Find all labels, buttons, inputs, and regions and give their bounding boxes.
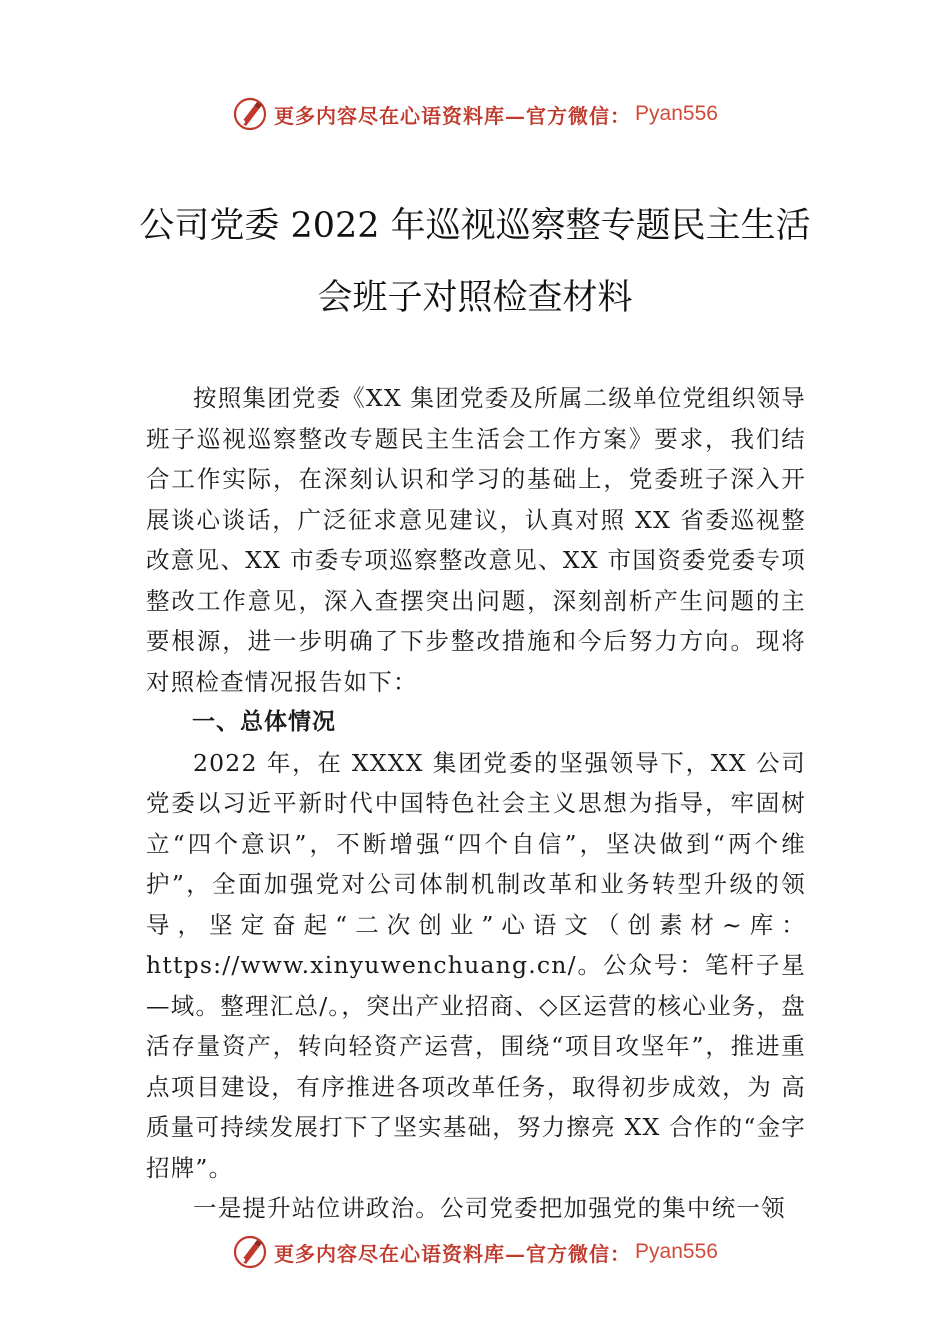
intro-paragraph: 按照集团党委《XX 集团党委及所属二级单位党组织领导班子巡视巡察整改专题民主生活会工作方案》要求，我们结合工作实际，在深刻认识和学习的基础上，党委班子深入开展谈心谈话，广泛征求意见建议，认真对照 XX 省委巡视整改意见、XX 市委专项巡察整改意见、XX 市国资委党委专项整改工作意见，深入查摆突出问题，深刻剖析产生问题的主要根源，进一步明确了下步整改措施和今后努力方向。现将对照检查情况报告如下： — [146, 384, 806, 696]
pen-logo-icon — [232, 1234, 268, 1270]
section-point-paragraph: 一是提升站位讲政治。公司党委把加强党的集中统一领 — [193, 1194, 786, 1222]
watermark-banner-top — [0, 94, 950, 134]
watermark-text: 更多内容尽在心语资料库—官方微信： — [274, 1241, 632, 1266]
section-paragraph: 2022 年，在 XXXX 集团党委的坚强领导下，XX 公司党委以习近平新时代中国特色社会主义思想为指导，牢固树立“四个意识”，不断增强“四个自信”，坚决做到“两个维护”，全面加强党对公司体制机制改革和业务转型升级的领导，坚定奋起“二次创业”心语文（创素材~库：https://www.xinyuwenchuang.cn/。公众号：笔杆子星—域。整理汇总/。，突出产业招商、◇区运营的核心业务，盘活存量资产，转向轻资产运营，围绕“项目攻坚年”，推进重点项目建设，有序推进各项改革任务，取得初步成效，为 高质量可持续发展打下了坚实基础，努力擦亮 XX 合作的“金字招牌”。 — [146, 748, 806, 1182]
watermark-wechat-id: Pyan556 — [635, 102, 718, 125]
document-title-line1: 公司党委 2022 年巡视巡察整专题民主生活 — [139, 206, 811, 246]
document-title-line2: 会班子对照检查材料 — [317, 278, 633, 318]
section-heading: 一、总体情况 — [192, 709, 336, 735]
watermark-wechat-id: Pyan556 — [635, 1240, 718, 1263]
watermark-banner-bottom — [0, 1232, 950, 1272]
document-body — [146, 378, 806, 1229]
pen-logo-icon — [232, 96, 268, 132]
watermark-text: 更多内容尽在心语资料库—官方微信： — [274, 103, 632, 128]
